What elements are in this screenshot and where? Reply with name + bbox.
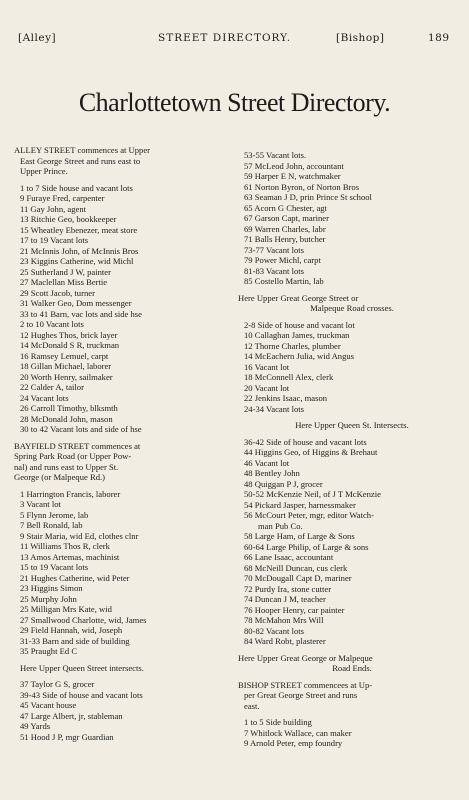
directory-entry: 47 Large Albert, jr, stableman — [20, 710, 123, 721]
directory-entry: 80-82 Vacant lots — [244, 625, 304, 636]
directory-entry: 14 McEachern Julia, wid Angus — [244, 351, 355, 361]
directory-entry: Upper Prince. — [20, 166, 68, 176]
directory-entry: 57 McLeod John, accountant — [244, 160, 344, 171]
directory-entry: 31 Walker Geo, Dom messenger — [20, 298, 132, 308]
section-text: Malpeque Road crosses. — [310, 303, 394, 313]
directory-entry: 28 McDonald John, mason — [20, 413, 113, 424]
directory-entry: 12 Thorne Charles, plumber — [244, 340, 341, 351]
directory-entry: 22 Calder A, tailor — [20, 382, 84, 392]
directory-entry: 23 Higgins Simon — [20, 583, 83, 593]
directory-entry: 11 Williams Thos R, clerk — [20, 541, 110, 551]
directory-entry: 59 Harper E N, watchmaker — [244, 171, 341, 181]
directory-entry: 48 Bentley John — [244, 468, 300, 478]
directory-entry: 54 Pickard Jasper, harnessmaker — [244, 499, 356, 510]
directory-entry: 17 to 19 Vacant lots — [20, 235, 89, 245]
directory-entry: 29 Scott Jacob, turner — [20, 287, 95, 298]
directory-entry: 50-52 McKenzie Neil, of J T McKenzie — [244, 489, 381, 499]
running-header — [0, 32, 469, 48]
directory-entry: 63 Seaman J D, prin Prince St school — [244, 192, 372, 202]
directory-entry: 31-33 Barn and side of building — [20, 635, 130, 646]
directory-entry: 85 Costello Martin, lab — [244, 276, 324, 286]
directory-entry: east. — [244, 700, 260, 711]
directory-entry: 9 Furaye Fred, carpenter — [20, 193, 105, 203]
directory-entry: 25 Murphy John — [20, 593, 77, 604]
directory-entry: 73-77 Vacant lots — [244, 244, 304, 255]
directory-entry: 25 Milligan Mrs Kate, wid — [20, 604, 112, 614]
section-text: Here Upper Queen St. Intersects. — [295, 420, 409, 430]
directory-entry: 21 Hughes Catherine, wid Peter — [20, 572, 130, 583]
directory-entry: 7 Bell Ronald, lab — [20, 520, 83, 530]
directory-entry: 1 to 7 Side house and vacant lots — [20, 182, 133, 193]
directory-entry: 13 Ritchie Geo, bookkeeper — [20, 214, 117, 224]
directory-entry: 26 Carroll Timothy, blksmth — [20, 403, 118, 413]
directory-entry: 61 Norton Byron, of Norton Bros — [244, 181, 360, 192]
directory-entry: 30 to 42 Vacant lots and side of hse — [20, 424, 142, 434]
directory-entry: 9 Stair Maria, wid Ed, clothes clnr — [20, 530, 139, 541]
directory-entry: 18 Gillan Michael, laborer — [20, 361, 112, 371]
directory-entry: 56 McCourt Peter, mgr, editor Watch- — [244, 510, 374, 520]
directory-entry: 14 McDonald S R, truckman — [20, 340, 120, 350]
directory-entry: 25 Sutherland J W, painter — [20, 266, 111, 277]
directory-entry: East George Street and runs east to — [20, 155, 141, 166]
section-text: Road Ends. — [332, 663, 372, 673]
directory-entry: 45 Vacant house — [20, 700, 77, 710]
directory-entry: 22 Jenkins Isaac, mason — [244, 393, 328, 403]
directory-entry: 1 to 5 Side building — [244, 717, 312, 727]
directory-entry: 13 Amos Artemas, machinist — [20, 551, 120, 562]
directory-entry: per Great George Street and runs — [244, 690, 358, 700]
section-text: ALLEY STREET commences at Upper — [14, 145, 151, 155]
header-left-range: [Alley] — [18, 32, 57, 44]
directory-entry: 1 Harrington Francis, laborer — [20, 488, 121, 499]
directory-entry: 81-83 Vacant lots — [244, 265, 304, 276]
directory-entry: 7 Whitlock Wallace, can maker — [244, 727, 352, 738]
directory-entry: 2-8 Side of house and vacant lot — [244, 319, 355, 330]
directory-entry: 67 Garson Capt, mariner — [244, 213, 329, 223]
directory-entry: 29 Field Hannah, wid, Joseph — [20, 625, 123, 635]
directory-entry: 51 Hood J P, mgr Guardian — [20, 731, 114, 742]
left-column — [14, 145, 242, 742]
page-number: 189 — [428, 32, 450, 44]
directory-entry: 33 to 41 Barn, vac lots and side hse — [20, 308, 142, 319]
directory-entry: 48 Quiggan P J, grocer — [244, 478, 323, 489]
directory-entry: 23 Kiggins Catherine, wid Michl — [20, 256, 134, 266]
directory-entry: 84 Ward Robt, plasterer — [244, 636, 326, 646]
directory-entry: 2 to 10 Vacant lots — [20, 319, 84, 329]
directory-entry: 3 Vacant lot — [20, 499, 61, 509]
section-text: Here Upper Great George or Malpeque — [238, 652, 373, 663]
directory-entry: 16 Vacant lot — [244, 361, 290, 372]
directory-entry: 49 Yards — [20, 721, 51, 731]
directory-entry: 27 Maclellan Miss Bertie — [20, 277, 108, 287]
section-text: George (or Malpeque Rd.) — [14, 472, 106, 482]
directory-entry: 15 Wheatley Ebenezer, meat store — [20, 224, 138, 235]
section-text: Here Upper Great George Street or — [238, 292, 359, 303]
section-text: BAYFIELD STREET commences at — [14, 440, 141, 451]
directory-entry: 79 Power Michl, carpt — [244, 255, 321, 265]
directory-entry: 9 Arnold Peter, emp foundry — [244, 738, 343, 748]
directory-entry: 44 Higgins Geo, of Higgins & Brehaut — [244, 447, 378, 457]
page-title: Charlottetown Street Directory. — [78, 88, 391, 117]
section-text: nal) and runs east to Upper St. — [14, 461, 119, 472]
directory-entry: 78 McMahon Mrs Will — [244, 615, 324, 625]
directory-entry: 36-42 Side of house and vacant lots — [244, 436, 367, 447]
directory-entry: 20 Worth Henry, sailmaker — [20, 371, 113, 382]
right-column — [238, 150, 466, 749]
directory-entry: 37 Taylor G S, grocer — [20, 679, 95, 689]
directory-entry: 69 Warren Charles, labr — [244, 223, 326, 234]
directory-entry: 74 Duncan J M, teacher — [244, 594, 326, 604]
directory-entry: 76 Hooper Henry, car painter — [244, 604, 345, 615]
directory-entry: 35 Praught Ed C — [20, 646, 78, 656]
directory-entry: 24 Vacant lots — [20, 392, 69, 403]
directory-entry: man Pub Co. — [258, 520, 303, 531]
directory-entry: 18 McConnell Alex, clerk — [244, 372, 334, 382]
header-title: STREET DIRECTORY. — [158, 32, 292, 44]
header-right-range: [Bishop] — [336, 32, 385, 44]
directory-entry: 72 Purdy Ira, stone cutter — [244, 583, 332, 594]
directory-entry: 71 Balls Henry, butcher — [244, 234, 326, 244]
directory-entry: 16 Ramsey Lemuel, carpt — [20, 350, 109, 361]
directory-entry: 58 Large Ham, of Large & Sons — [244, 531, 355, 541]
directory-entry: 11 Gay John, agent — [20, 203, 87, 214]
directory-entry: 46 Vacant lot — [244, 457, 290, 468]
directory-entry: 20 Vacant lot — [244, 382, 290, 393]
directory-entry: 21 McInnis John, of McInnis Bros — [20, 245, 139, 256]
directory-entry: 27 Smallwood Charlotte, wid, James — [20, 614, 147, 625]
directory-entry: 12 Hughes Thos, brick layer — [20, 329, 118, 340]
directory-entry: 5 Flynn Jerome, lab — [20, 509, 89, 520]
directory-entry: 60-64 Large Philip, of Large & sons — [244, 541, 369, 552]
directory-entry: 10 Callaghan James, truckman — [244, 330, 350, 340]
directory-entry: 65 Acorn G Chester, agt — [244, 202, 327, 213]
directory-entry: 24-34 Vacant lots — [244, 403, 304, 414]
directory-entry: 70 McDougall Capt D, mariner — [244, 573, 352, 583]
directory-entry: 53-55 Vacant lots. — [244, 150, 307, 160]
section-text: BISHOP STREET commencees at Up- — [238, 679, 373, 690]
directory-entry: Here Upper Queen Street intersects. — [20, 662, 144, 673]
directory-entry: 66 Lane Isaac, accountant — [244, 552, 334, 562]
directory-entry: 68 McNeill Duncan, cus clerk — [244, 562, 348, 573]
directory-entry: 15 to 19 Vacant lots — [20, 562, 89, 572]
section-text: Spring Park Road (or Upper Pow- — [14, 451, 132, 461]
directory-entry: 39-43 Side of house and vacant lots — [20, 689, 143, 700]
